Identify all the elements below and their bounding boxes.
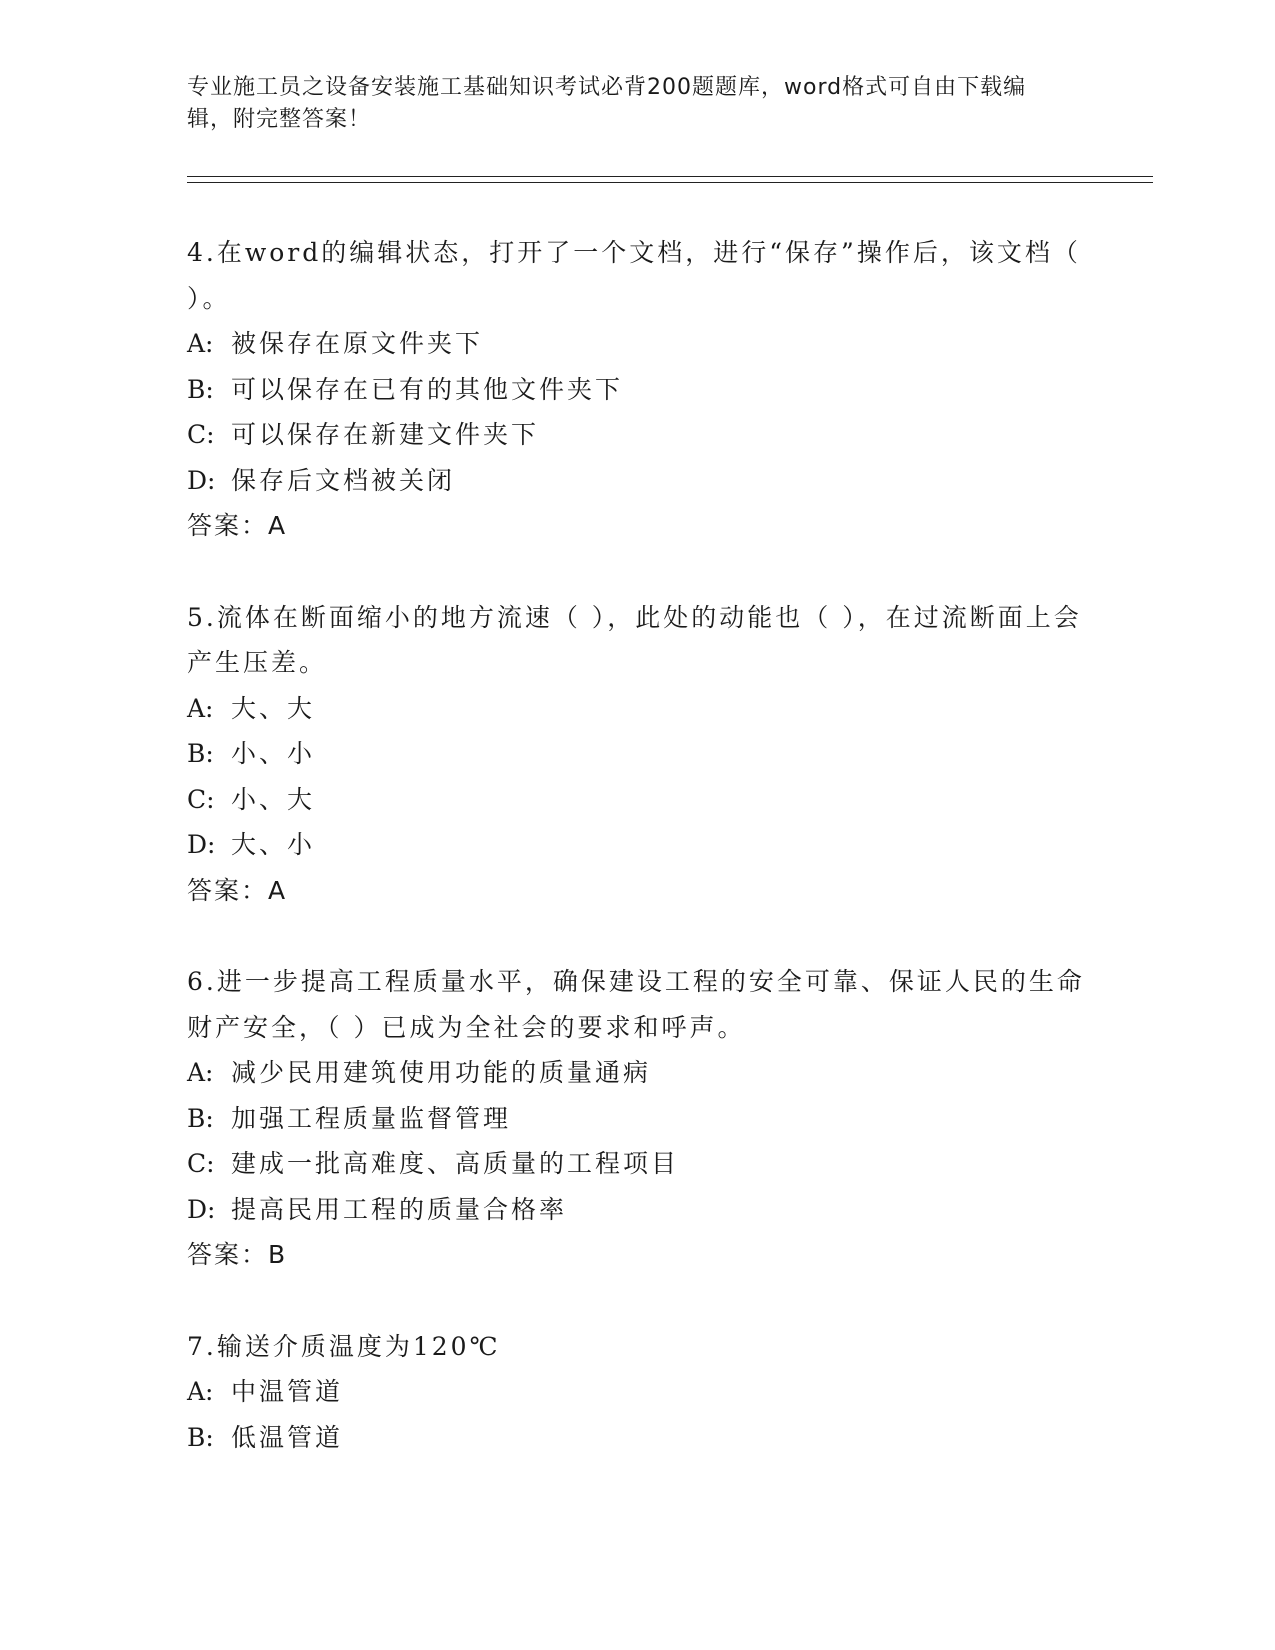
option-text: 小、大: [231, 784, 316, 814]
option-d: [187, 1187, 1087, 1233]
question-stem: 7.输送介质温度为120℃: [187, 1331, 501, 1361]
option-letter: B:: [187, 739, 214, 768]
header-rule-top: [187, 176, 1153, 177]
option-c: [187, 412, 1087, 458]
option-text: 加强工程质量监督管理: [231, 1103, 512, 1133]
answer: 答案：A: [187, 511, 288, 540]
option-letter: C:: [187, 420, 215, 449]
option-text: 可以保存在已有的其他文件夹下: [231, 374, 624, 404]
option-a: [187, 321, 1087, 367]
option-d: [187, 458, 1087, 504]
option-c: [187, 1141, 1087, 1187]
option-b: [187, 1096, 1087, 1142]
option-text: 低温管道: [231, 1422, 344, 1452]
answer: 答案：A: [187, 875, 288, 905]
option-b: [187, 367, 1087, 413]
question-stem: 4.在word的编辑状态，打开了一个文档，进行“保存”操作后，该文档（ ）。: [187, 238, 1081, 313]
answer: 答案：B: [187, 1240, 288, 1269]
document-header: 专业施工员之设备安装施工基础知识考试必背200题题库，word格式可自由下载编辑，附完整答案！: [187, 75, 1027, 132]
option-letter: D:: [187, 830, 216, 859]
question-7: [187, 1324, 1087, 1461]
option-letter: C:: [187, 784, 215, 814]
option-letter: A:: [187, 693, 214, 723]
option-text: 保存后文档被关闭: [231, 465, 456, 495]
option-letter: A:: [187, 1377, 214, 1406]
option-letter: A:: [187, 1058, 214, 1087]
option-b: [187, 731, 1087, 777]
header-rule-bottom: [187, 182, 1153, 183]
option-text: 小、小: [231, 739, 316, 768]
option-text: 提高民用工程的质量合格率: [231, 1194, 568, 1224]
option-text: 减少民用建筑使用功能的质量通病: [231, 1058, 652, 1087]
option-letter: B:: [187, 374, 214, 404]
option-text: 大、大: [231, 693, 316, 723]
option-letter: C:: [187, 1149, 215, 1178]
option-text: 建成一批高难度、高质量的工程项目: [231, 1149, 680, 1178]
option-letter: B:: [187, 1422, 214, 1452]
question-4: [187, 230, 1087, 549]
question-list: [187, 230, 1087, 1506]
option-a: [187, 686, 1087, 732]
option-letter: D:: [187, 465, 216, 495]
question-stem: 5.流体在断面缩小的地方流速（ ），此处的动能也（ ），在过流断面上会产生压差。: [187, 602, 1082, 677]
option-a: [187, 1050, 1087, 1096]
question-6: [187, 959, 1087, 1278]
option-text: 可以保存在新建文件夹下: [231, 420, 540, 449]
option-letter: B:: [187, 1103, 214, 1133]
option-d: [187, 822, 1087, 868]
option-letter: D:: [187, 1194, 216, 1224]
option-text: 中温管道: [231, 1377, 344, 1406]
option-c: [187, 777, 1087, 823]
option-b: [187, 1415, 1087, 1461]
option-letter: A:: [187, 329, 214, 358]
question-5: [187, 595, 1087, 914]
option-text: 被保存在原文件夹下: [231, 329, 484, 358]
option-a: [187, 1369, 1087, 1415]
question-stem: 6.进一步提高工程质量水平，确保建设工程的安全可靠、保证人民的生命财产安全，（ ）已成为全社会的要求和呼声。: [187, 967, 1085, 1042]
option-text: 大、小: [231, 830, 316, 859]
